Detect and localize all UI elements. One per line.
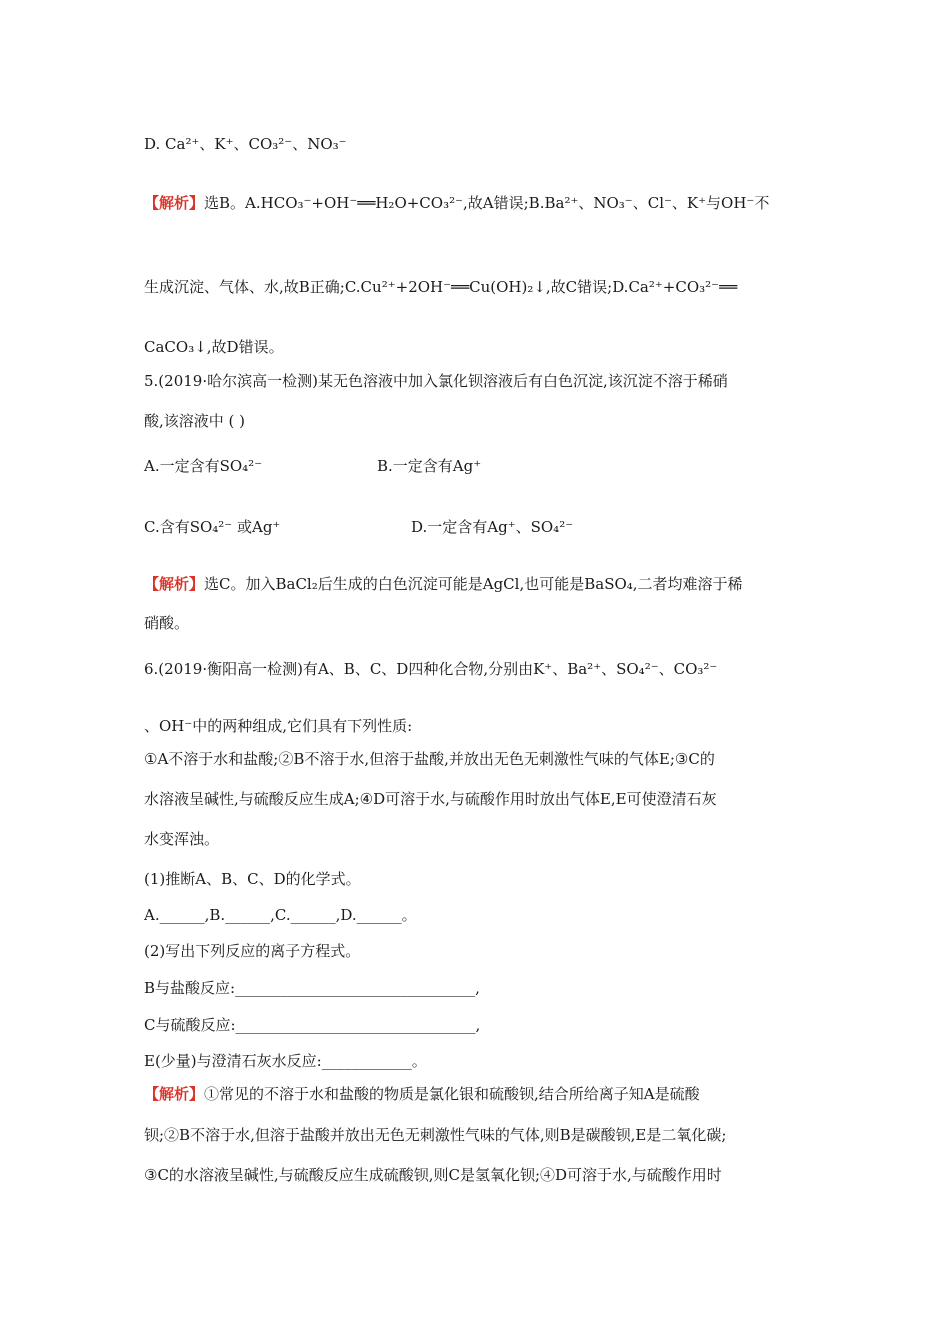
q6-analysis-line-3: ③C的水溶液呈碱性,与硫酸反应生成硫酸钡,则C是氢氧化钡;④D可溶于水,与硫酸作用时	[144, 1166, 722, 1184]
q5-stem-line-1: 5.(2019·哈尔滨高一检测)某无色溶液中加入氯化钡溶液后有白色沉淀,该沉淀不溶于稀硝	[144, 372, 728, 390]
q6-stem-line-1: 6.(2019·衡阳高一检测)有A、B、C、D四种化合物,分别由K⁺、Ba²⁺、SO₄²⁻、CO₃²⁻	[144, 660, 718, 678]
analysis-tag: 【解析】	[144, 1085, 205, 1103]
q4-analysis-line-2: 生成沉淀、气体、水,故B正确;C.Cu²⁺+2OH⁻══Cu(OH)₂↓,故C错误;D.Ca²⁺+CO₃²⁻══	[144, 278, 738, 296]
q6-equation-c: C与硫酸反应:________________________________,	[144, 1016, 481, 1034]
q6-stem-line-2: 、OH⁻中的两种组成,它们具有下列性质:	[144, 717, 413, 735]
q6-property-line-1: ①A不溶于水和盐酸;②B不溶于水,但溶于盐酸,并放出无色无刺激性气味的气体E;③C的	[144, 750, 715, 768]
q6-subquestion-1: (1)推断A、B、C、D的化学式。	[144, 870, 361, 888]
q6-equation-e: E(少量)与澄清石灰水反应:____________。	[144, 1052, 427, 1070]
q6-analysis-line-1	[144, 1083, 700, 1105]
q5-option-d: D.一定含有Ag⁺、SO₄²⁻	[411, 518, 574, 536]
q6-equation-b: B与盐酸反应:________________________________,	[144, 979, 480, 997]
q5-analysis-text-1: 选C。加入BaCl₂后生成的白色沉淀可能是AgCl,也可能是BaSO₄,二者均难溶于稀	[204, 575, 743, 593]
q6-answer-blanks: A.______,B.______,C.______,D.______。	[144, 906, 417, 924]
q6-analysis-text-1: ①常见的不溶于水和盐酸的物质是氯化银和硫酸钡,结合所给离子知A是硫酸	[204, 1085, 700, 1103]
q5-analysis-line-2: 硝酸。	[144, 614, 190, 632]
q5-option-b: B.一定含有Ag⁺	[377, 457, 482, 475]
q5-analysis-line-1	[144, 573, 743, 595]
analysis-tag: 【解析】	[144, 575, 205, 593]
q5-stem-line-2: 酸,该溶液中 ( )	[144, 412, 246, 430]
q6-property-line-3: 水变浑浊。	[144, 830, 220, 848]
q5-option-a: A.一定含有SO₄²⁻	[144, 457, 263, 475]
q4-option-d: D. Ca²⁺、K⁺、CO₃²⁻、NO₃⁻	[144, 135, 347, 153]
analysis-tag: 【解析】	[144, 194, 205, 212]
q6-property-line-2: 水溶液呈碱性,与硫酸反应生成A;④D可溶于水,与硫酸作用时放出气体E,E可使澄清石灰	[144, 790, 717, 808]
q6-subquestion-2: (2)写出下列反应的离子方程式。	[144, 942, 361, 960]
q4-analysis-text-1: 选B。A.HCO₃⁻+OH⁻══H₂O+CO₃²⁻,故A错误;B.Ba²⁺、NO₃⁻、Cl⁻、K⁺与OH⁻不	[204, 194, 770, 212]
q5-option-c: C.含有SO₄²⁻ 或Ag⁺	[144, 518, 281, 536]
q4-analysis-line-1	[144, 192, 769, 214]
q4-analysis-line-3: CaCO₃↓,故D错误。	[144, 338, 284, 356]
q6-analysis-line-2: 钡;②B不溶于水,但溶于盐酸并放出无色无刺激性气味的气体,则B是碳酸钡,E是二氧化碳;	[144, 1126, 727, 1144]
